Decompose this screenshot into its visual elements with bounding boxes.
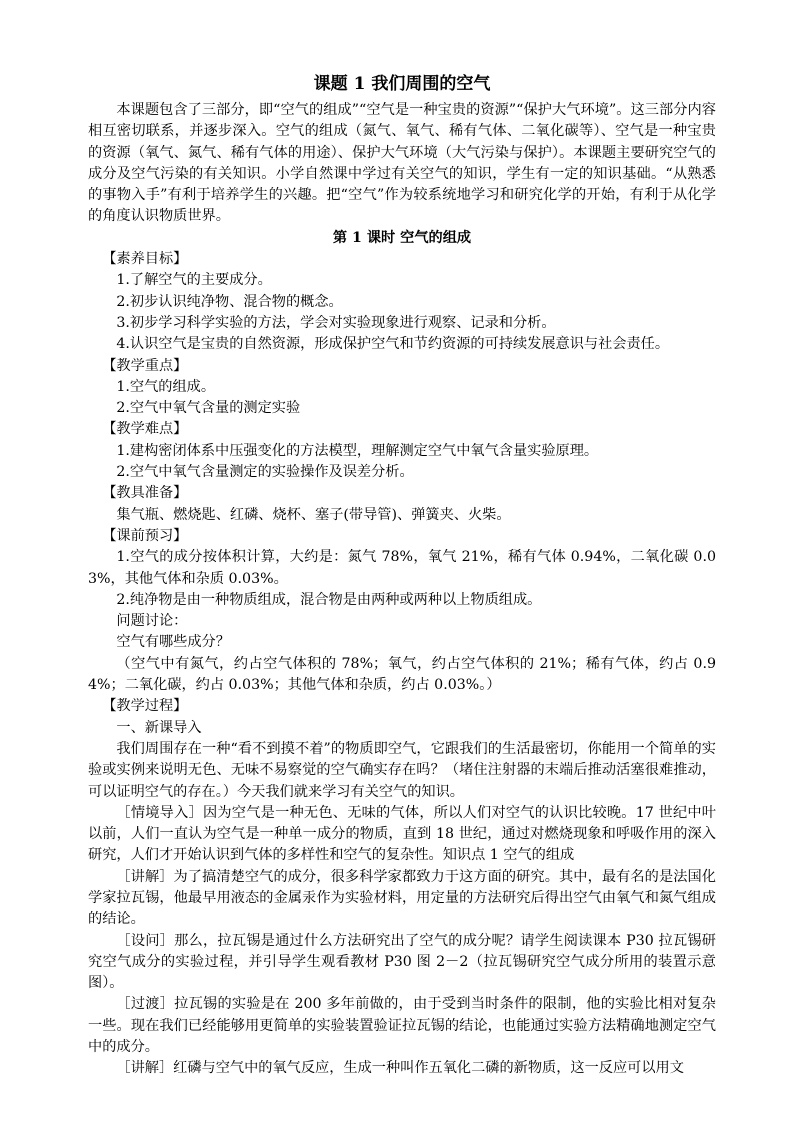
intro-paragraph: 本课题包含了三部分，即“空气的组成”“空气是一种宝贵的资源”“保护大气环境”。这三部分内容相互密切联系，并逐步深入。空气的组成（氮气、氧气、稀有气体、二氧化碳等）、空气是一种宝贵的资源（氧气、氮气、稀有气体的用途）、保护大气环境（大气污染与保护）。本课题主要研究空气的成分及空气污染的有关知识。小学自然课中学过有关空气的知识，学生有一定的知识基础。“从熟悉的事物入手”有利于培养学生的兴趣。把“空气”作为较系统地学习和研究化学的开始，有利于从化学的角度认识物质世界。: [88, 102, 716, 225]
process-heading: 【教学过程】: [102, 698, 188, 715]
difficulties-heading: 【教学难点】: [102, 421, 188, 438]
goal-item: 4.认识空气是宝贵的自然资源，形成保护空气和节约资源的可持续发展意识与社会责任。: [116, 336, 670, 353]
preview-item: 2.纯净物是由一种物质组成，混合物是由两种或两种以上物质组成。: [116, 591, 542, 608]
goals-heading: 【素养目标】: [102, 251, 188, 268]
discussion-answer: （空气中有氮气，约占空气体积的 78%；氧气，约占空气体积的 21%；稀有气体，约占 0.94%；二氧化碳，约占 0.03%；其他气体和杂质，约占 0.03%。）: [88, 655, 716, 694]
difficulty-item: 2.空气中氧气含量测定的实验操作及误差分析。: [116, 464, 414, 481]
preview-heading: 【课前预习】: [102, 527, 188, 544]
equipment-text: 集气瓶、燃烧匙、红磷、烧杯、塞子(带导管)、弹簧夹、火柴。: [116, 506, 511, 523]
equipment-heading: 【教具准备】: [102, 485, 188, 502]
document-title: 课题 1 我们周围的空气: [313, 74, 491, 94]
key-point-item: 1.空气的组成。: [116, 378, 216, 395]
goal-item: 1.了解空气的主要成分。: [116, 272, 272, 289]
difficulty-item: 1.建构密闭体系中压强变化的方法模型，理解测定空气中氧气含量实验原理。: [116, 442, 599, 459]
lesson-title: 第 1 课时 空气的组成: [332, 229, 472, 246]
key-points-heading: 【教学重点】: [102, 357, 188, 374]
process-paragraph: ［设问］那么，拉瓦锡是通过什么方法研究出了空气的成分呢？请学生阅读课本 P30 拉瓦锡研究空气成分的实验过程，并引导学生观看教材 P30 图 2－2（拉瓦锡研究空气成分所用的装置示意图）。: [88, 932, 716, 992]
preview-item: 1.空气的成分按体积计算，大约是：氮气 78%，氧气 21%，稀有气体 0.94%，二氧化碳 0.03%，其他气体和杂质 0.03%。: [88, 549, 716, 587]
process-section-title: 一、新课导入: [116, 719, 202, 736]
process-paragraph: 我们周围存在一种“看不到摸不着”的物质即空气，它跟我们的生活最密切，你能用一个简单的实验或实例来说明无色、无味不易察觉的空气确实存在吗？（堵住注射器的末端后推动活塞很难推动，可以证明空气的存在。）今天我们就来学习有关空气的知识。: [88, 740, 716, 800]
key-point-item: 2.空气中氧气含量的测定实验: [116, 400, 301, 417]
process-paragraph: ［情境导入］因为空气是一种无色、无味的气体，所以人们对空气的认识比较晚。17 世纪中叶以前，人们一直认为空气是一种单一成分的物质，直到 18 世纪，通过对燃烧现象和呼吸作用的深入研究，人们才开始认识到气体的多样性和空气的复杂性。知识点 1 空气的组成: [88, 804, 716, 864]
goal-item: 2.初步认识纯净物、混合物的概念。: [116, 293, 343, 310]
process-paragraph: ［过渡］拉瓦锡的实验是在 200 多年前做的，由于受到当时条件的限制，他的实验比相对复杂一些。现在我们已经能够用更简单的实验装置验证拉瓦锡的结论，也能通过实验方法精确地测定空气中的成分。: [88, 996, 716, 1056]
process-paragraph: ［讲解］红磷与空气中的氧气反应，生成一种叫作五氧化二磷的新物质，这一反应可以用文: [116, 1060, 684, 1077]
discussion-question: 空气有哪些成分？: [116, 634, 230, 651]
discussion-label: 问题讨论：: [116, 613, 188, 630]
process-paragraph: ［讲解］为了搞清楚空气的成分，很多科学家都致力于这方面的研究。其中，最有名的是法国化学家拉瓦锡，他最早用液态的金属汞作为实验材料，用定量的方法研究后得出空气由氧气和氮气组成的结论。: [88, 868, 716, 928]
goal-item: 3.初步学习科学实验的方法，学会对实验现象进行观察、记录和分析。: [116, 314, 556, 331]
document-page: [88, 64, 716, 1080]
